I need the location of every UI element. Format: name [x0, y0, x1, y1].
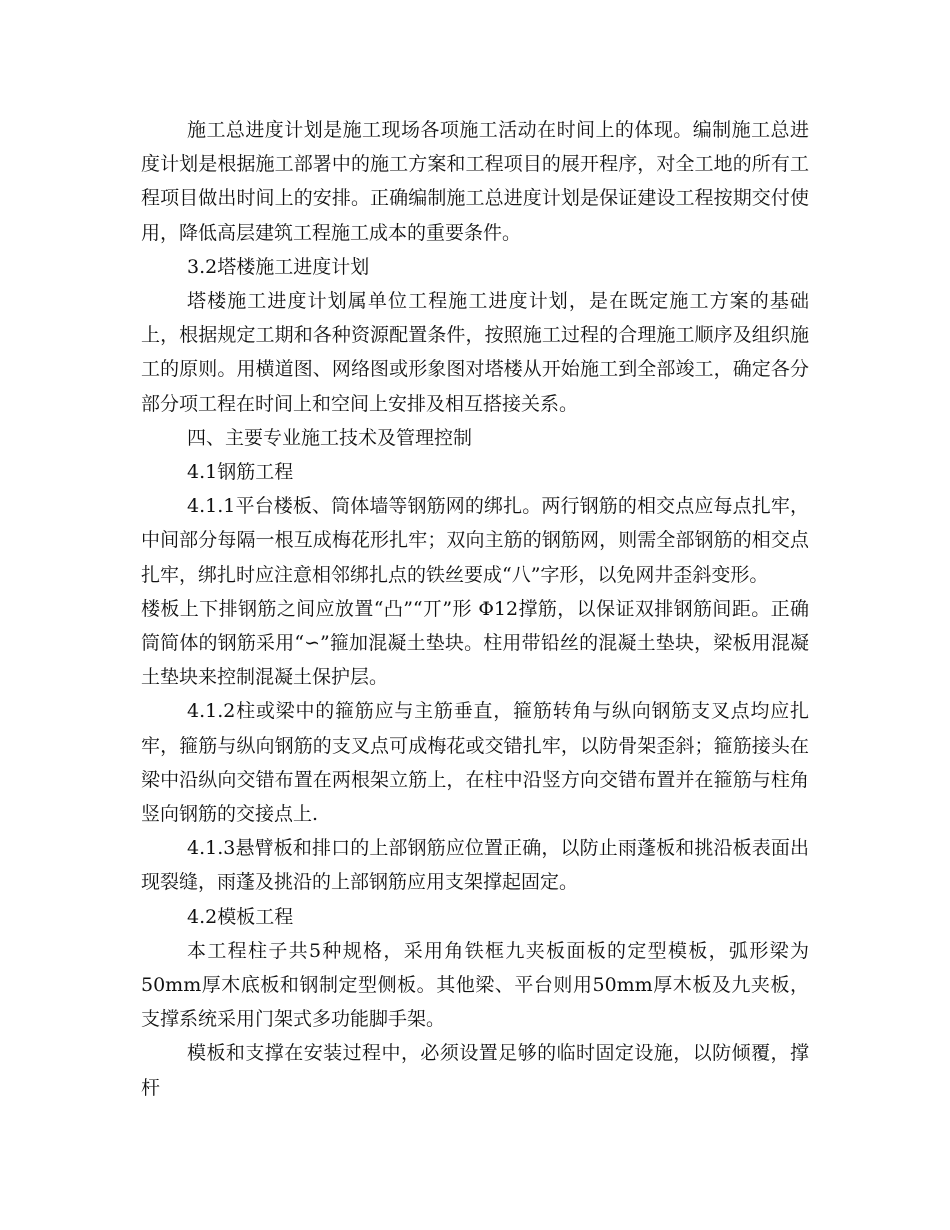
- paragraph-slab-rebar: 楼板上下排钢筋之间应放置“凸”“丌”形 Φ12撑筋，以保证双排钢筋间距。正确筒简体的钢筋采用“∽”箍加混凝土垫块。柱用带铅丝的混凝土垫块，梁板用混凝土垫块来控制混凝土保护层。: [141, 597, 809, 689]
- paragraph-4-1-3: 4.1.3悬臂板和排口的上部钢筋应位置正确，以防止雨蓬板和挑沿板表面出现裂缝，雨蓬及挑沿的上部钢筋应用支架撑起固定。: [141, 837, 809, 894]
- paragraph-formwork-support: 模板和支撑在安装过程中，必须设置足够的临时固定设施，以防倾覆，撑杆: [141, 1042, 809, 1099]
- paragraph-formwork: 本工程柱子共5种规格，采用角铁框九夹板面板的定型模板，弧形梁为50mm厚木底板和钢制定型侧板。其他梁、平台则用50mm厚木板及九夹板，支撑系统采用门架式多功能脚手架。: [141, 939, 809, 1031]
- paragraph-4-1-1: 4.1.1平台楼板、筒体墙等钢筋网的绑扎。两行钢筋的相交点应每点扎牢，中间部分每隔一根互成梅花形扎牢；双向主筋的钢筋网，则需全部钢筋的相交点扎牢，绑扎时应注意相邻绑扎点的铁丝要成“八”字形，以免网井歪斜变形。: [141, 495, 809, 586]
- document-body: [141, 113, 809, 1105]
- paragraph-4-1-2: 4.1.2柱或梁中的箍筋应与主筋垂直，箍筋转角与纵向钢筋支叉点均应扎牢，箍筋与纵向钢筋的支叉点可成梅花或交错扎牢，以防骨架歪斜；箍筋接头在梁中沿纵向交错布置在两根架立筋上，在柱中沿竖方向交错布置并在箍筋与柱角竖向钢筋的交接点上.: [141, 700, 809, 826]
- section-heading-3-2: 3.2塔楼施工进度计划: [187, 255, 370, 278]
- section-heading-4-1: 4.1钢筋工程: [187, 461, 294, 484]
- paragraph-tower-schedule: 塔楼施工进度计划属单位工程施工进度计划，是在既定施工方案的基础上，根据规定工期和各种资源配置条件，按照施工过程的合理施工顺序及组织施工的原则。用横道图、网络图或形象图对塔楼从开始施工到全部竣工，确定各分部分项工程在时间上和空间上安排及相互搭接关系。: [141, 290, 809, 415]
- section-heading-4: 四、主要专业施工技术及管理控制: [187, 426, 473, 449]
- section-heading-4-2: 4.2模板工程: [187, 905, 294, 928]
- paragraph-intro: 施工总进度计划是施工现场各项施工活动在时间上的体现。编制施工总进度计划是根据施工部署中的施工方案和工程项目的展开程序，对全工地的所有工程项目做出时间上的安排。正确编制施工总进度计划是保证建设工程按期交付使用，降低高层建筑工程施工成本的重要条件。: [141, 119, 809, 244]
